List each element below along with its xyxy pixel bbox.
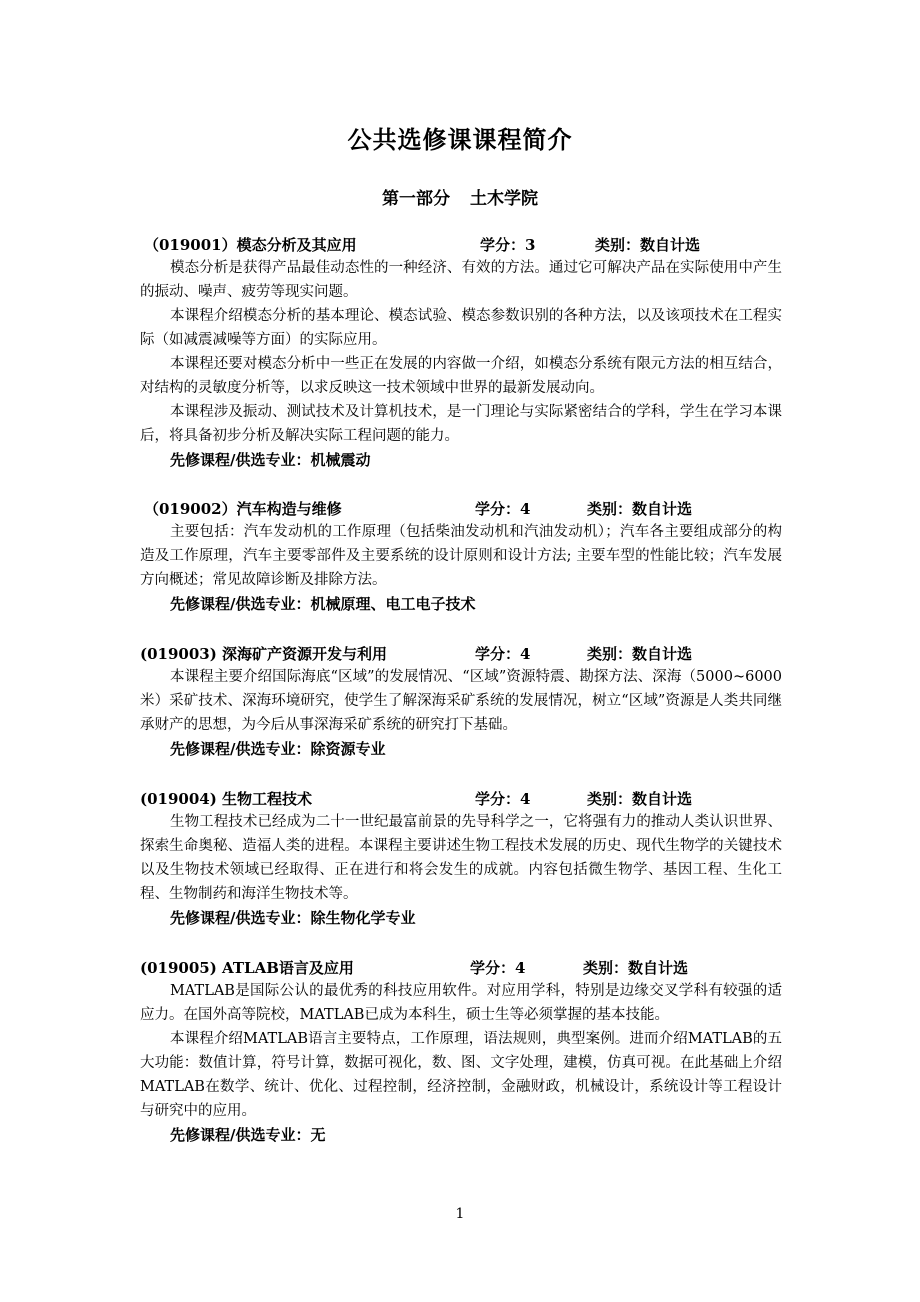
course-prerequisite: 先修课程/供选专业：机械震动	[170, 451, 371, 469]
course-credit: 学分：4	[475, 790, 531, 808]
course-paragraph: 本课程还要对模态分析中一些正在发展的内容做一介绍，如模态分系统有限元方法的相互结合，对结构的灵敏度分析等，以求反映这一技术领域中世界的最新发展动向。	[140, 356, 782, 396]
course-prerequisite: 先修课程/供选专业：除生物化学专业	[170, 909, 416, 927]
course-paragraph: MATLAB是国际公认的最优秀的科技应用软件。对应用学科，特别是边缘交叉学科有较强的适应力。在国外高等院校，MATLAB已成为本科生，硕士生等必须掌握的基本技能。	[140, 983, 782, 1023]
course-paragraph: 本课程介绍MATLAB语言主要特点，工作原理，语法规则，典型案例。进而介绍MATLAB的五大功能：数值计算，符号计算，数据可视化，数、图、文字处理，建模，仿真可视。在此基础上介绍MATLAB在数学、统计、优化、过程控制，经济控制，金融财政，机械设计，系统设计等工程设计与研究中的应用。	[140, 1031, 782, 1119]
course-category: 类别：数自计选	[583, 959, 689, 977]
course-header	[140, 957, 782, 979]
course-credit: 学分：4	[475, 500, 531, 518]
section-part: 第一部分	[382, 189, 450, 209]
course-block-019001	[140, 234, 782, 472]
course-block-019004	[140, 788, 782, 930]
course-block-019005	[140, 957, 782, 1147]
course-paragraph: 模态分析是获得产品最佳动态性的一种经济、有效的方法。通过它可解决产品在实际使用中产生的振动、噪声、疲劳等现实问题。	[140, 260, 782, 300]
course-credit: 学分：4	[470, 959, 526, 977]
course-paragraph: 本课程介绍模态分析的基本理论、模态试验、模态参数识别的各种方法，以及该项技术在工程实际（如减震减噪等方面）的实际应用。	[140, 308, 782, 348]
course-paragraph: 本课程主要介绍国际海底“区域”的发展情况、“区域”资源特震、勘探方法、深海（5000~6000米）采矿技术、深海环境研究，使学生了解深海采矿系统的发展情况，树立“区域”资源是人类共同继承财产的思想，为今后从事深海采矿系统的研究打下基础。	[140, 669, 782, 733]
course-paragraph: 主要包括：汽车发动机的工作原理（包括柴油发动机和汽油发动机）；汽车各主要组成部分的构造及工作原理，汽车主要零部件及主要系统的设计原则和设计方法; 主要车型的性能比较；汽车发展方向概述；常见故障诊断及排除方法。	[140, 524, 782, 588]
course-code-name: (019003) 深海矿产资源开发与利用	[140, 645, 388, 663]
course-block-019002	[140, 498, 782, 616]
section-college: 土木学院	[470, 189, 538, 209]
course-category: 类别：数自计选	[587, 645, 693, 663]
course-category: 类别：数自计选	[587, 790, 693, 808]
course-paragraph: 本课程涉及振动、测试技术及计算机技术，是一门理论与实际紧密结合的学科，学生在学习本课后，将具备初步分析及解决实际工程问题的能力。	[140, 404, 782, 444]
section-heading	[0, 184, 920, 209]
course-header	[140, 788, 782, 810]
course-code-name: (019004) 生物工程技术	[140, 790, 313, 808]
course-prerequisite: 先修课程/供选专业：机械原理、电工电子技术	[170, 595, 476, 613]
course-paragraph: 生物工程技术已经成为二十一世纪最富前景的先导科学之一，它将强有力的推动人类认识世界、探索生命奥秘、造福人类的进程。本课程主要讲述生物工程技术发展的历史、现代生物学的关键技术以及生物技术领域已经取得、正在进行和将会发生的成就。内容包括微生物学、基因工程、生化工程、生物制药和海洋生物技术等。	[140, 814, 782, 902]
course-header	[140, 498, 782, 520]
course-credit: 学分：4	[475, 645, 531, 663]
document-title: 公共选修课课程简介	[347, 125, 573, 154]
course-prerequisite: 先修课程/供选专业：除资源专业	[170, 740, 386, 758]
course-category: 类别：数自计选	[587, 500, 693, 518]
course-header	[140, 643, 782, 665]
course-code-name: （019001）模态分析及其应用	[144, 236, 357, 254]
course-credit: 学分：3	[480, 236, 536, 254]
page-number: 1	[455, 1206, 465, 1222]
course-category: 类别：数自计选	[595, 236, 701, 254]
course-code-name: (019005) ATLAB语言及应用	[140, 959, 354, 977]
course-prerequisite: 先修课程/供选专业：无	[170, 1126, 326, 1144]
course-header	[140, 234, 782, 256]
course-block-019003	[140, 643, 782, 761]
course-code-name: （019002）汽车构造与维修	[144, 500, 342, 518]
